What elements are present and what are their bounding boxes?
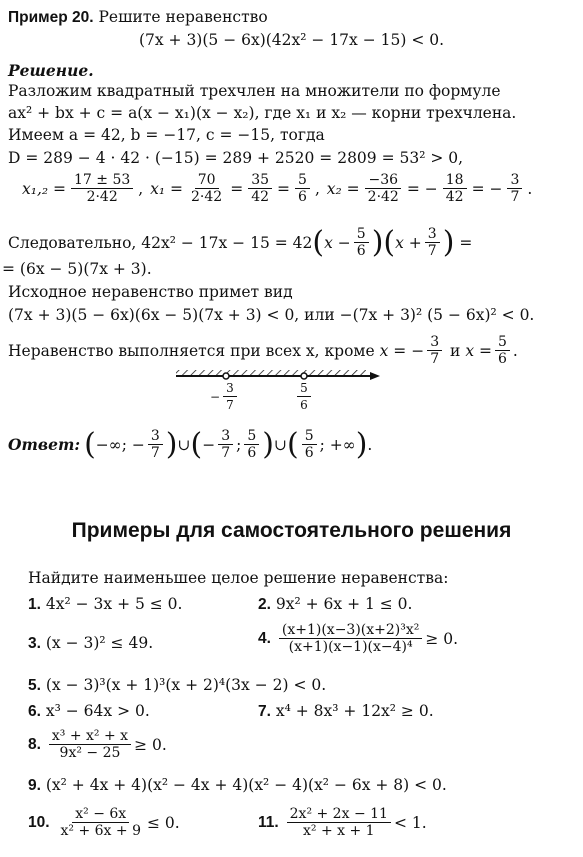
solution-line-2: ax² + bx + c = a(x − x₁)(x − x₂), где x₁ и x₂ — корни трехчлена. (8, 104, 517, 122)
x2-fraction-a: $\frac{-36}{2\cdot 42}$ (365, 172, 402, 205)
exercise-item-9: 9. (x² + 4x + 4)(x² − 4x + 4)(x² − 4)(x² − 6x + 8) < 0. (28, 776, 447, 794)
line10-text: Неравенство выполняется при всех x, кроме (8, 341, 375, 360)
roots-line: x₁,₂ = $\frac{17 \pm 53}{2\cdot 42}$ , x₁ = $\frac{70}{2\cdot 42}$ = $\frac{35}{42}$ = $\frac{5}{6}$ , x₂ = $\frac{-36}{2\cdot 42}$ = − $\frac{18}{42}$ = − $\frac{3}{7}$ . (22, 172, 533, 205)
solution-line-8: Исходное неравенство примет вид (8, 283, 293, 301)
number-line-axis (174, 366, 384, 386)
example-task: Решите неравенство (98, 8, 268, 26)
exercise-item-11: 11. $\frac{\text{2x² + 2x − 11}}{\text{x² + x + 1}}$ < 1. (258, 806, 427, 839)
exercise-item-8: 8. $\frac{\text{x³ + x² + x}}{\text{9x² − 25}}$ ≥ 0. (28, 728, 167, 761)
exercise-item-10: 10. $\frac{\text{x² − 6x}}{\text{x² + 6x + 9}}$ ≤ 0. (28, 806, 180, 839)
x2-label: x₂ = (326, 179, 360, 198)
factor1-text: x − (324, 233, 351, 252)
solution-line-10: Неравенство выполняется при всех x, кроме x = − $\frac{3}{7}$ и x = $\frac{5}{6}$ . (8, 334, 518, 367)
solution-line-4: D = 289 − 4 · 42 · (−15) = 289 + 2520 = 2809 = 53² > 0, (8, 149, 464, 167)
x12-fraction: $\frac{17 \pm 53}{2\cdot 42}$ (71, 172, 133, 205)
exercise-item-3: 3. (x − 3)² ≤ 49. (28, 634, 154, 652)
example-header (8, 8, 268, 27)
x1-fraction-b: $\frac{35}{42}$ (248, 172, 272, 205)
factorization-text: Следовательно, 42x² − 17x − 15 = 42 (8, 233, 313, 252)
answer-label: Ответ: (8, 434, 81, 454)
exercise-item-1: 1. 4x² − 3x + 5 ≤ 0. (28, 595, 183, 613)
factorization-line: Следовательно, 42x² − 17x − 15 = 42 ( x − $\frac{5}{6}$ ) ( x + $\frac{3}{7}$ ) = (8, 224, 473, 260)
exercise-item-6: 6. x³ − 64x > 0. (28, 702, 150, 720)
factor1-fraction: $\frac{5}{6}$ (354, 226, 369, 259)
line10-x2: x = (465, 341, 492, 360)
line10-and: и (450, 341, 461, 360)
factorization-result: = (6x − 5)(7x + 3). (2, 260, 152, 278)
answer-frac-2: $\frac{3}{7}$ (218, 428, 233, 461)
number-line (174, 366, 384, 416)
line10-x1-fraction: $\frac{3}{7}$ (427, 334, 442, 367)
answer-line: Ответ: ( −∞; − $\frac{3}{7}$ ) ∪ ( − $\frac{3}{7}$ ; $\frac{5}{6}$ ) ∪ ( $\frac{5}{6}$ ; +∞ ) . (8, 426, 373, 462)
factor2-text: x + (395, 233, 422, 252)
answer-frac-3: $\frac{5}{6}$ (244, 428, 259, 461)
x12-label: x₁,₂ = (22, 179, 67, 198)
point-5-6 (301, 373, 307, 379)
answer-frac-1: $\frac{3}{7}$ (148, 428, 163, 461)
x1-fraction-c: $\frac{5}{6}$ (295, 172, 310, 205)
example-title: Пример 20. (8, 9, 94, 26)
numline-label-2: $\frac{5}{6}$ (294, 380, 314, 413)
line10-x1: x = − (379, 341, 425, 360)
point-minus-3-7 (223, 373, 229, 379)
answer-frac-4: $\frac{5}{6}$ (302, 428, 317, 461)
x1-fraction-a: $\frac{70}{2\cdot 42}$ (191, 172, 223, 205)
solution-label: Решение. (8, 61, 94, 80)
solution-line-3: Имеем a = 42, b = −17, c = −15, тогда (8, 126, 325, 144)
exercise-item-7: 7. x⁴ + 8x³ + 12x² ≥ 0. (258, 702, 434, 720)
x2-fraction-b: $\frac{18}{42}$ (443, 172, 467, 205)
factor2-fraction: $\frac{3}{7}$ (425, 226, 440, 259)
x2-fraction-c: $\frac{3}{7}$ (507, 172, 522, 205)
exercises-heading: Примеры для самостоятельного решения (71, 519, 512, 542)
exercise-item-4: 4. $\frac{\text{(x+1)(x−3)(x+2)³x²}}{\text{(x+1)(x−1)(x−4)⁴}}$ ≥ 0. (258, 622, 459, 655)
x1-label: x₁ = (150, 179, 184, 198)
numline-label-1: − $\frac{3}{7}$ (210, 380, 230, 413)
exercise-item-5: 5. (x − 3)³(x + 1)³(x + 2)⁴(3x − 2) < 0. (28, 676, 327, 694)
solution-line-9: (7x + 3)(5 − 6x)(6x − 5)(7x + 3) < 0, или −(7x + 3)² (5 − 6x)² < 0. (8, 306, 535, 324)
line10-x2-fraction: $\frac{5}{6}$ (495, 334, 510, 367)
exercise-item-2: 2. 9x² + 6x + 1 ≤ 0. (258, 595, 413, 613)
solution-line-1: Разложим квадратный трехчлен на множители по формуле (8, 82, 501, 100)
exercises-intro: Найдите наименьшее целое решение неравенства: (28, 569, 449, 587)
example-inequality: (7x + 3)(5 − 6x)(42x² − 17x − 15) < 0. (138, 31, 445, 49)
